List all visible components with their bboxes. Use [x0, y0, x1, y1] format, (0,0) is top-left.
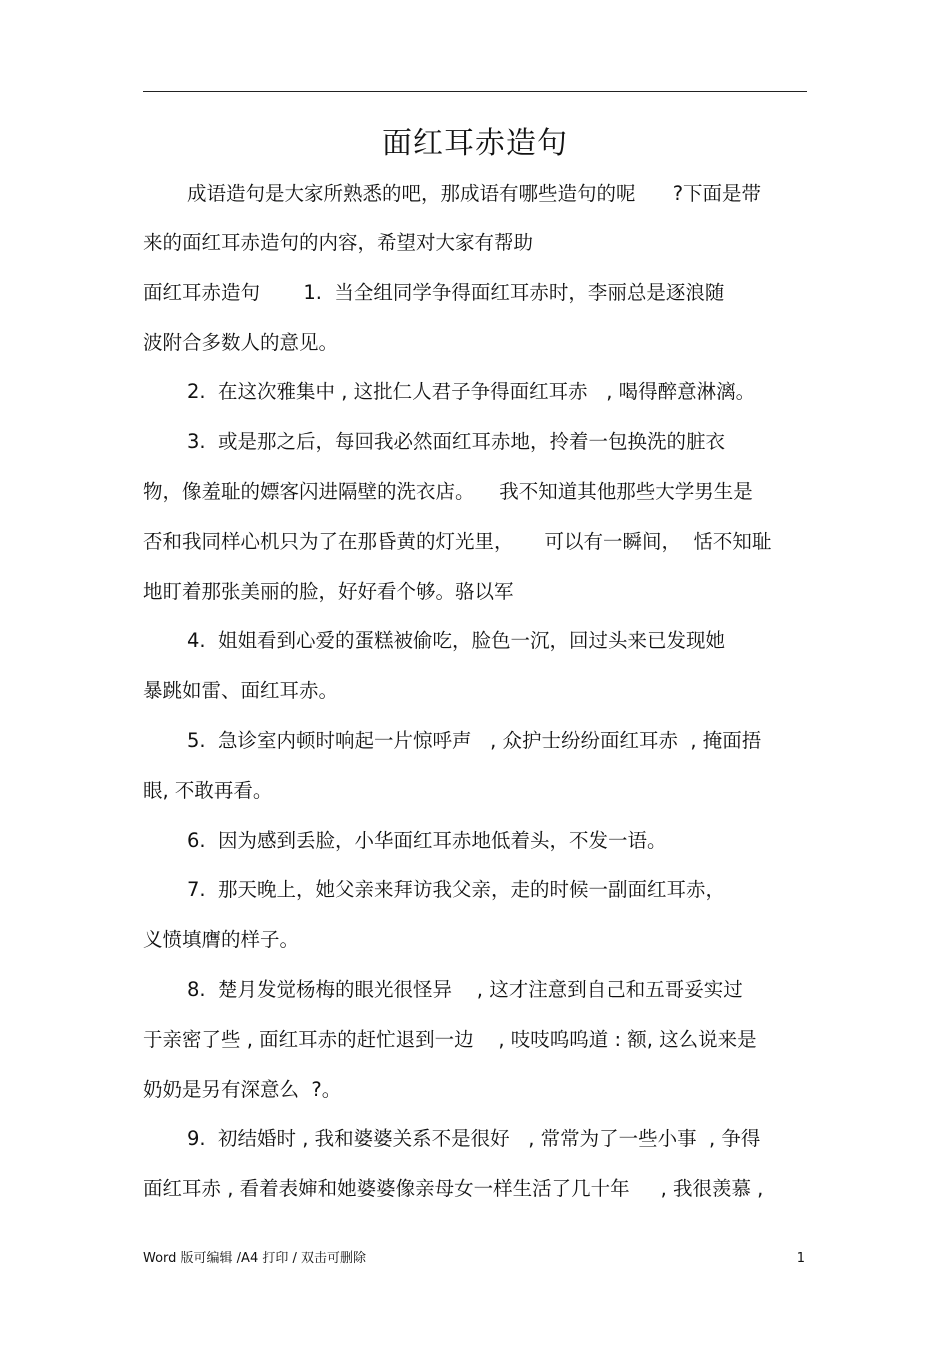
body-line: 7. 那天晚上，她父亲来拜访我父亲，走的时候一副面红耳赤，	[187, 878, 726, 901]
body-line: 暴跳如雷、面红耳赤。	[143, 679, 339, 702]
body-line: 于亲密了些 , 面红耳赤的赶忙退到一边 , 吱吱呜呜道 : 额, 这么说来是	[143, 1028, 757, 1051]
body-line: 3. 或是那之后，每回我必然面红耳赤地，拎着一包换洗的脏衣	[187, 430, 726, 453]
body-line: 义愤填膺的样子。	[143, 928, 300, 951]
body-line: 6. 因为感到丢脸，小华面红耳赤地低着头，不发一语。	[187, 829, 667, 852]
body-line: 9. 初结婚时 , 我和婆婆关系不是很好 , 常常为了一些小事 , 争得	[187, 1127, 761, 1150]
page-number: 1	[796, 1251, 805, 1266]
body-line: 面红耳赤造句 1. 当全组同学争得面红耳赤时，李丽总是逐浪随	[143, 281, 725, 304]
body-line: 地盯着那张美丽的脸，好好看个够。骆以军	[143, 580, 514, 603]
body-line: 面红耳赤 , 看着表婶和她婆婆像亲母女一样生活了几十年 , 我很羡慕 ,	[143, 1177, 764, 1200]
body-line: 成语造句是大家所熟悉的吧，那成语有哪些造句的呢 ?下面是带	[187, 182, 762, 205]
body-line: 奶奶是另有深意么 ?。	[143, 1078, 342, 1101]
body-line: 8. 楚月发觉杨梅的眼光很怪异 , 这才注意到自己和五哥妥实过	[187, 978, 743, 1001]
header-rule	[143, 91, 807, 92]
body-line: 物，像羞耻的嫖客闪进隔壁的洗衣店。 我不知道其他那些大学男生是	[143, 480, 753, 503]
body-line: 来的面红耳赤造句的内容，希望对大家有帮助	[143, 231, 534, 254]
body-line: 4. 姐姐看到心爱的蛋糕被偷吃，脸色一沉，回过头来已发现她	[187, 629, 726, 652]
body-line: 否和我同样心机只为了在那昏黄的灯光里， 可以有一瞬间， 恬不知耻	[143, 530, 772, 553]
document-title: 面红耳赤造句	[382, 126, 568, 161]
body-line: 2. 在这次雅集中 , 这批仁人君子争得面红耳赤 , 喝得醉意淋漓。	[187, 380, 756, 403]
body-line: 波附合多数人的意见。	[143, 331, 339, 354]
body-line: 5. 急诊室内顿时响起一片惊呼声 , 众护士纷纷面红耳赤 , 掩面捂	[187, 729, 762, 752]
footer-note: Word 版可编辑 /A4 打印 / 双击可删除	[143, 1251, 366, 1266]
body-line: 眼, 不敢再看。	[143, 779, 273, 802]
